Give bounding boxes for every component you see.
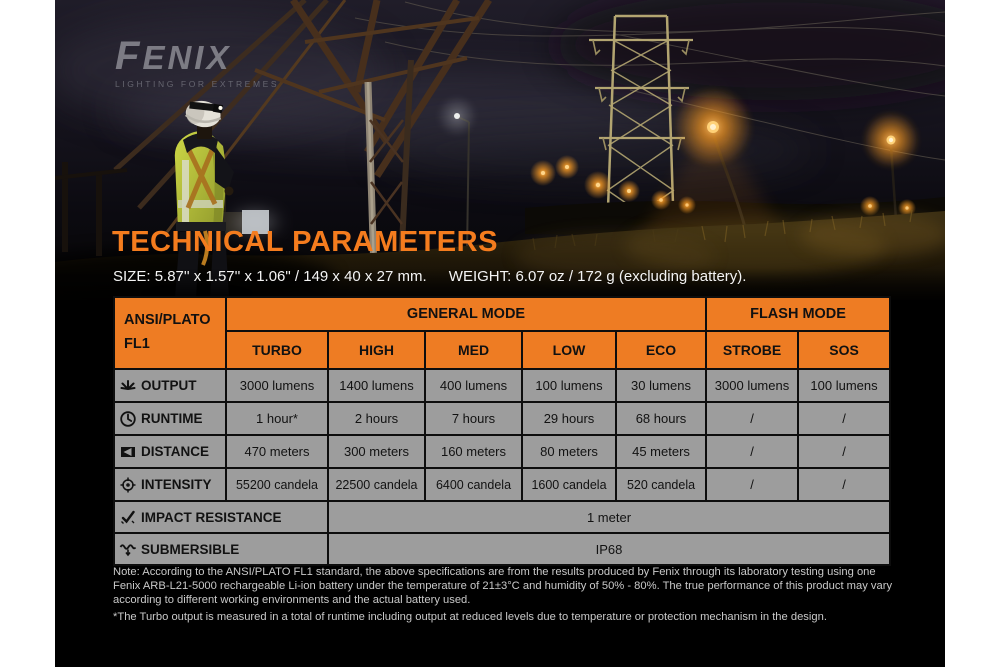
cell-intensity-turbo: 55200 candela: [226, 468, 328, 501]
size-value: 5.87'' x 1.57'' x 1.06" / 149 x 40 x 27 mm.: [154, 268, 427, 285]
mode-header-eco: ECO: [616, 331, 706, 369]
mode-header-low: LOW: [522, 331, 616, 369]
cell-distance-sos: /: [798, 435, 890, 468]
cell-distance-turbo: 470 meters: [226, 435, 328, 468]
cell-output-strobe: 3000 lumens: [706, 369, 798, 402]
mode-header-high: HIGH: [328, 331, 425, 369]
row-label: SUBMERSIBLE: [141, 541, 240, 557]
cell-runtime-turbo: 1 hour*: [226, 402, 328, 435]
cell-runtime-low: 29 hours: [522, 402, 616, 435]
output-icon: [119, 377, 137, 395]
cell-intensity-low: 1600 candela: [522, 468, 616, 501]
cell-output-eco: 30 lumens: [616, 369, 706, 402]
spec-table: [113, 296, 891, 566]
cell-intensity-strobe: /: [706, 468, 798, 501]
table-row-intensity: [114, 468, 890, 501]
fenix-wordmark: FENIX: [115, 34, 232, 78]
cell-intensity-high: 22500 candela: [328, 468, 425, 501]
row-label: RUNTIME: [141, 411, 203, 426]
mode-header-strobe: STROBE: [706, 331, 798, 369]
size-weight-line: [113, 268, 746, 285]
row-label: INTENSITY: [141, 477, 212, 492]
table-row-impact-resistance: [114, 501, 890, 533]
cell-output-turbo: 3000 lumens: [226, 369, 328, 402]
cell-intensity-med: 6400 candela: [425, 468, 522, 501]
flash-mode-header: FLASH MODE: [706, 297, 890, 331]
cell-runtime-sos: /: [798, 402, 890, 435]
cell-distance-med: 160 meters: [425, 435, 522, 468]
weight-label: WEIGHT:: [448, 268, 512, 285]
cell-runtime-high: 2 hours: [328, 402, 425, 435]
mode-header-sos: SOS: [798, 331, 890, 369]
cell-distance-eco: 45 meters: [616, 435, 706, 468]
table-row-runtime: [114, 402, 890, 435]
page-title: TECHNICAL PARAMETERS: [112, 226, 498, 258]
fenix-logo: [115, 36, 279, 89]
impact-resistance-icon: [119, 508, 137, 526]
cell-runtime-med: 7 hours: [425, 402, 522, 435]
distance-icon: [119, 443, 137, 461]
runtime-icon: [119, 410, 137, 428]
mode-header-turbo: TURBO: [226, 331, 328, 369]
row-label: DISTANCE: [141, 444, 210, 459]
cell-output-low: 100 lumens: [522, 369, 616, 402]
cell-output-sos: 100 lumens: [798, 369, 890, 402]
row-label: OUTPUT: [141, 378, 197, 393]
size-label: SIZE:: [113, 268, 151, 285]
cell-runtime-strobe: /: [706, 402, 798, 435]
intensity-icon: [119, 476, 137, 494]
cell-output-med: 400 lumens: [425, 369, 522, 402]
general-mode-header: GENERAL MODE: [226, 297, 706, 331]
cell-distance-strobe: /: [706, 435, 798, 468]
row-label: IMPACT RESISTANCE: [141, 509, 282, 525]
submersible-icon: [119, 540, 137, 558]
table-row-submersible: [114, 533, 890, 565]
content-panel: [55, 0, 945, 667]
turbo-footnote: *The Turbo output is measured in a total of runtime including output at reduced levels due to temperature or protection mechanism in the design.: [113, 611, 827, 623]
brand-tagline: LIGHTING FOR EXTREMES: [115, 79, 280, 89]
cell-submersible-value: IP68: [328, 533, 890, 565]
table-row-output: [114, 369, 890, 402]
table-corner-header: ANSI/PLATO FL1: [114, 297, 226, 369]
table-row-distance: [114, 435, 890, 468]
cell-intensity-eco: 520 candela: [616, 468, 706, 501]
cell-runtime-eco: 68 hours: [616, 402, 706, 435]
cell-distance-high: 300 meters: [328, 435, 425, 468]
cell-distance-low: 80 meters: [522, 435, 616, 468]
cell-impact-resistance-value: 1 meter: [328, 501, 890, 533]
mode-header-med: MED: [425, 331, 522, 369]
cell-output-high: 1400 lumens: [328, 369, 425, 402]
cell-intensity-sos: /: [798, 468, 890, 501]
ansi-note: Note: According to the ANSI/PLATO FL1 standard, the above specifications are from the results produced by Fenix through its laboratory testing using one Fenix ARB-L21-5000 rechargeable Li-ion battery under the temperature of 21±3°C and humidity of 50% - 80%. The true performance of this product may vary according to different working environments and the actual battery used.: [113, 566, 893, 606]
weight-value: 6.07 oz / 172 g (excluding battery).: [515, 268, 747, 285]
